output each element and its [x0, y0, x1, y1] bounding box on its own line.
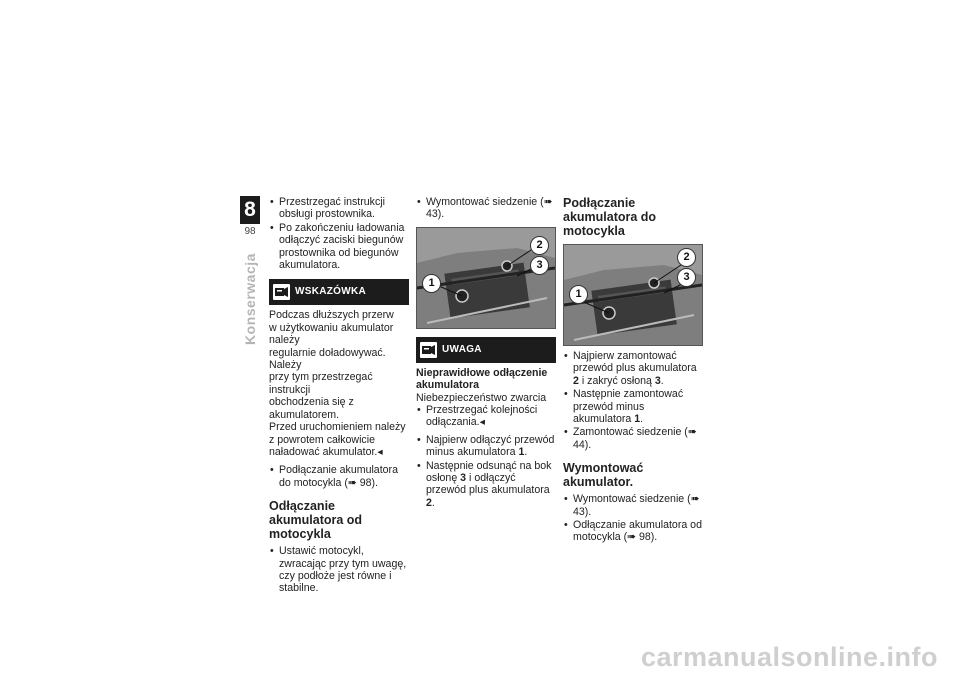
list-item: • Ustawić motocykl, zwracając przy tym uwagę, czy podłoże jest równe i stabilne.	[269, 545, 409, 595]
note-line: naładować akumulator.◂	[269, 445, 383, 458]
chapter-number: 8	[244, 198, 256, 221]
tip-icon	[273, 284, 290, 300]
callout-1: 1	[569, 285, 588, 304]
list-item: • Podłączanie akumulatora do motocykla (➠ 98).	[269, 464, 409, 489]
warning-subtitle: Niebezpieczeństwo zwarcia	[416, 391, 547, 404]
list-item: • Zamontować siedzenie (➠ 44).	[563, 426, 703, 451]
list-item: • Po zakończeniu ładowania odłączyć zaciski biegunów prostownika od biegunów akumulatora.	[269, 222, 409, 272]
section-heading: Wymontować akumulator.	[563, 461, 644, 490]
note-line: regularnie doładowywać. Należy	[269, 346, 386, 372]
column-2	[416, 196, 556, 509]
bullet-list	[269, 464, 409, 489]
battery-photo	[563, 244, 703, 346]
warning-title: Nieprawidłowe odłączenie akumulatora	[416, 366, 548, 392]
note-label: WSKAZÓWKA	[295, 286, 367, 298]
column-1	[269, 196, 409, 595]
list-item: • Przestrzegać kolejności odłączania.◂	[416, 404, 556, 429]
section-heading: Podłączanie akumulatora do motocykla	[563, 196, 657, 238]
list-item: • Odłączanie akumulatora od motocykla (➠ 98).	[563, 519, 703, 544]
warning-label: UWAGA	[442, 343, 482, 355]
note-line: Przed uruchomieniem należy	[269, 421, 406, 434]
callout-3: 3	[677, 268, 696, 287]
note-line: z powrotem całkowicie	[269, 433, 375, 446]
section-heading: Odłączanie akumulatora od motocykla	[269, 499, 363, 542]
bullet-list	[269, 545, 409, 595]
list-item: • Następnie odsunąć na bok osłonę 3 i odłączyć przewód plus akumulatora 2.	[416, 460, 556, 510]
bullet-list	[416, 196, 556, 221]
list-item: • Najpierw zamontować przewód plus akumulatora 2 i zakryć osłoną 3.	[563, 350, 703, 387]
callout-2: 2	[530, 236, 549, 255]
note-banner	[269, 279, 409, 305]
list-item: • Najpierw odłączyć przewód minus akumulatora 1.	[416, 434, 556, 459]
warning-icon	[420, 342, 437, 358]
callout-1: 1	[422, 274, 441, 293]
list-item: • Wymontować siedzenie (➠ 43).	[563, 493, 703, 518]
battery-photo	[416, 227, 556, 329]
section-label: Konserwacja	[242, 253, 258, 345]
watermark: carmanualsonline.info	[640, 642, 938, 672]
callout-3: 3	[530, 256, 549, 275]
chapter-tab	[240, 196, 260, 224]
bullet-list	[416, 404, 556, 429]
list-item: • Wymontować siedzenie (➠ 43).	[416, 196, 556, 221]
list-item: • Przestrzegać instrukcji obsługi prostownika.	[269, 196, 409, 221]
note-line: obchodzenia się z akumulatorem.	[269, 396, 354, 421]
note-line: Podczas dłuższych przerw	[269, 309, 394, 322]
bullet-list	[563, 493, 703, 544]
note-line: w użytkowaniu akumulator należy	[269, 321, 394, 347]
warning-banner	[416, 337, 556, 363]
bullet-list	[269, 196, 409, 271]
note-line: przy tym przestrzegać instrukcji	[269, 371, 373, 396]
bullet-list	[416, 434, 556, 509]
list-item: • Następnie zamontować przewód minus akumulatora 1.	[563, 388, 703, 425]
page-number: 98	[244, 226, 256, 237]
bullet-list	[563, 350, 703, 451]
column-3	[563, 196, 703, 544]
callout-2: 2	[677, 248, 696, 267]
